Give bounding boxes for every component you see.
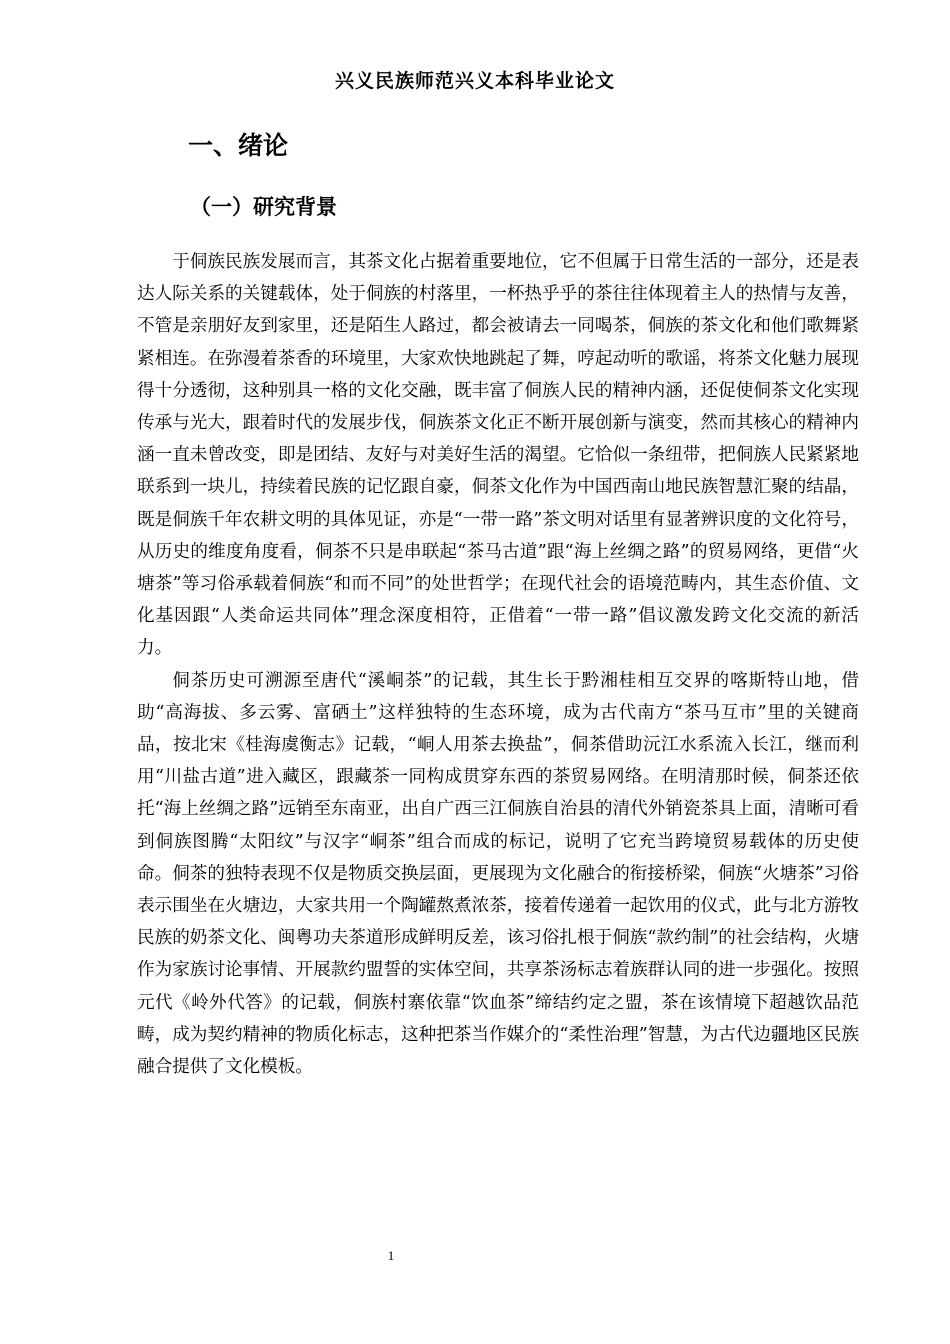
paragraph-1: 于侗族民族发展而言，其茶文化占据着重要地位，它不但属于日常生活的一部分，还是表达人际关系的关键载体，处于侗族的村落里，一杯热乎乎的茶往往体现着主人的热情与友善，不管是亲朋好友到家里，还是陌生人路过，都会被请去一同喝茶，侗族的茶文化和他们歌舞紧紧相连。在弥漫着茶香的环境里，大家欢快地跳起了舞，哼起动听的歌谣，将茶文化魅力展现得十分透彻，这种别具一格的文化交融，既丰富了侗族人民的精神内涵，还促使侗茶文化实现传承与光大，跟着时代的发展步伐，侗族茶文化正不断开展创新与演变，然而其核心的精神内涵一直未曾改变，即是团结、友好与对美好生活的渴望。它恰似一条纽带，把侗族人民紧紧地联系到一块儿，持续着民族的记忆跟自豪，侗茶文化作为中国西南山地民族智慧汇聚的结晶，既是侗族千年农耕文明的具体见证，亦是“一带一路”茶文明对话里有显著辨识度的文化符号，从历史的维度角度看，侗茶不只是串联起“茶马古道”跟“海上丝绸之路”的贸易网络，更借“火塘茶”等习俗承载着侗族“和而不同”的处世哲学；在现代社会的语境范畴内，其生态价值、文化基因跟“人类命运共同体”理念深度相符，正借着“一带一路”倡议激发跨文化交流的新活力。 xyxy=(137,252,859,659)
page-number: 1 xyxy=(387,1248,395,1263)
section-heading: （一）研究背景 xyxy=(190,195,337,219)
paragraph-2: 侗茶历史可溯源至唐代“溪峒茶”的记载，其生长于黔湘桂相互交界的喀斯特山地，借助“高海拔、多云雾、富硒土”这样独特的生态环境，成为古代南方“茶马互市”里的关键商品，按北宋《桂海虞衡志》记载，“峒人用茶去换盐”，侗茶借助沅江水系流入长江，继而利用“川盐古道”进入藏区，跟藏茶一同构成贯穿东西的茶贸易网络。在明清那时候，侗茶还依托“海上丝绸之路”远销至东南亚，出自广西三江侗族自治县的清代外销瓷茶具上面，清晰可看到侗族图腾“太阳纹”与汉字“峒茶”组合而成的标记，说明了它充当跨境贸易载体的历史使命。侗茶的独特表现不仅是物质交换层面，更展现为文化融合的衔接桥梁，侗族“火塘茶”习俗表示围坐在火塘边，大家共用一个陶罐熬煮浓茶，接着传递着一起饮用的仪式，此与北方游牧民族的奶茶文化、闽粤功夫茶道形成鲜明反差，该习俗扎根于侗族“款约制”的社会结构，火塘作为家族讨论事情、开展款约盟誓的实体空间，共享茶汤标志着族群认同的进一步强化。按照元代《岭外代答》的记载，侗族村寨依靠“饮血茶”缔结约定之盟，茶在该情境下超越饮品范畴，成为契约精神的物质化标志，这种把茶当作媒介的“柔性治理”智慧，为古代边疆地区民族融合提供了文化模板。 xyxy=(137,670,859,1078)
chapter-heading: 一、绪论 xyxy=(188,131,289,160)
page-header: 兴义民族师范兴义本科毕业论文 xyxy=(334,70,615,92)
body-text xyxy=(137,246,859,1083)
